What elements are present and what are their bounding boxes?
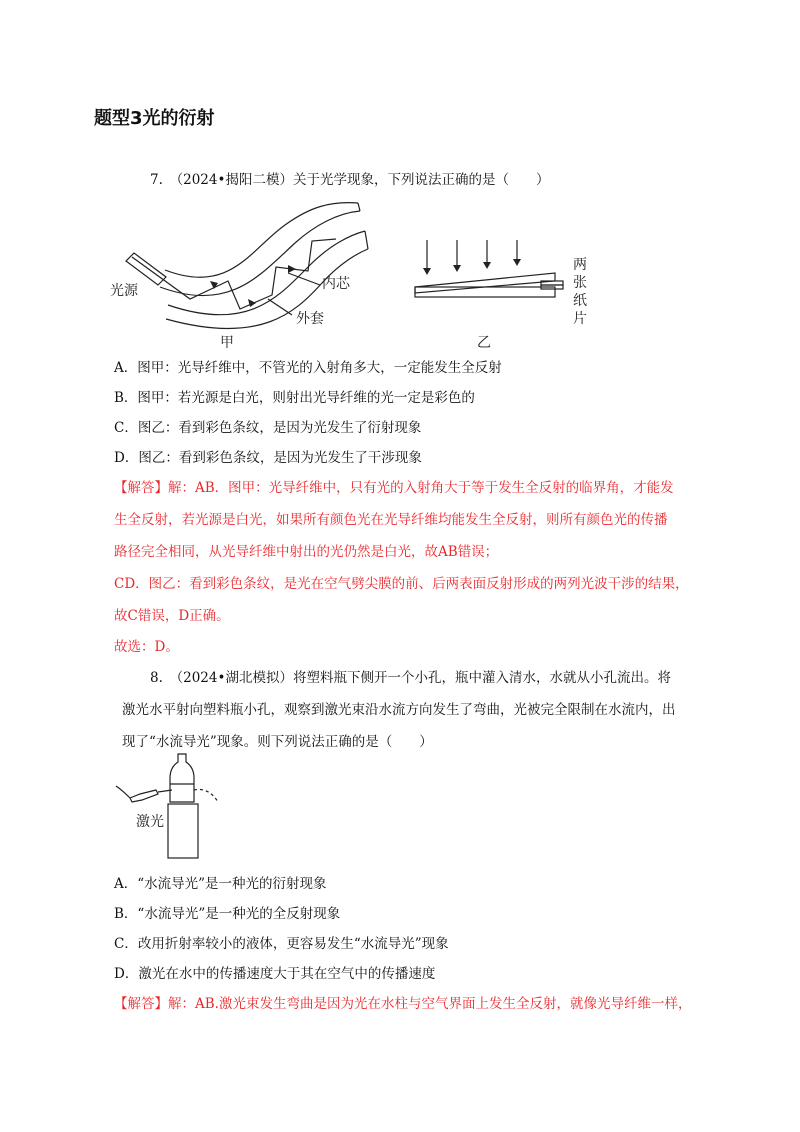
label-cladding: 外套 <box>296 311 324 327</box>
q8-option-a: A．“水流导光”是一种光的衍射现象 <box>114 876 327 892</box>
label-two-papers-2: 张 <box>573 275 587 291</box>
q7-option-a: A．图甲：光导纤维中，不管光的入射角多大，一定能发生全反射 <box>114 360 502 376</box>
label-laser: 激光 <box>136 814 164 830</box>
label-light-source: 光源 <box>110 283 138 299</box>
q7-option-c: C．图乙：看到彩色条纹，是因为光发生了衍射现象 <box>114 420 422 436</box>
label-two-papers-4: 片 <box>573 311 587 327</box>
q7-answer-line-1: 【解答】解：AB．图甲：光导纤维中，只有光的入射角大于等于发生全反射的临界角，才能发 <box>114 480 674 496</box>
q8-option-c: C．改用折射率较小的液体，更容易发生“水流导光”现象 <box>114 936 449 952</box>
water-light-guide-figure <box>112 752 232 862</box>
q7-answer-line-5: 故C错误，D正确。 <box>114 608 230 624</box>
q7-option-d: D．图乙：看到彩色条纹，是因为光发生了干涉现象 <box>114 450 422 466</box>
wedge-film-figure <box>405 235 595 355</box>
q8-option-b: B．“水流导光”是一种光的全反射现象 <box>114 906 341 922</box>
q7-answer-line-3: 路径完全相同，从光导纤维中射出的光仍然是白光，故AB错误； <box>114 544 499 560</box>
label-core: 内芯 <box>322 276 350 292</box>
optical-fiber-figure <box>110 195 370 355</box>
q8-stem-line-2: 激光水平射向塑料瓶小孔，观察到激光束沿水流方向发生了弯曲，光被完全限制在水流内，出 <box>122 702 676 718</box>
q8-stem-line-3: 现了“水流导光”现象。则下列说法正确的是（ ） <box>122 734 433 750</box>
q7-answer-line-6: 故选：D。 <box>114 639 179 655</box>
caption-a: 甲 <box>220 335 234 351</box>
q7-answer-line-2: 生全反射，若光源是白光，如果所有颜色光在光导纤维均能发生全反射，则所有颜色光的传播 <box>114 512 668 528</box>
section-heading: 题型3光的衍射 <box>94 108 215 129</box>
caption-b: 乙 <box>477 335 491 351</box>
label-two-papers-3: 纸 <box>573 293 587 309</box>
q8-answer-line-1: 【解答】解：AB.激光束发生弯曲是因为光在水柱与空气界面上发生全反射，就像光导纤维一样， <box>114 996 692 1012</box>
q7-answer-line-4: CD．图乙：看到彩色条纹，是光在空气劈尖膜的前、后两表面反射形成的两列光波干涉的结果， <box>114 576 689 592</box>
q7-option-b: B．图甲：若光源是白光，则射出光导纤维的光一定是彩色的 <box>114 390 475 406</box>
label-two-papers-1: 两 <box>573 257 587 273</box>
q8-option-d: D．激光在水中的传播速度大于其在空气中的传播速度 <box>114 966 436 982</box>
q8-stem-line-1: 8. （2024•湖北模拟）将塑料瓶下侧开一个小孔，瓶中灌入清水，水就从小孔流出。将 <box>150 670 671 686</box>
q7-stem: 7. （2024•揭阳二模）关于光学现象，下列说法正确的是（ ） <box>150 172 550 188</box>
